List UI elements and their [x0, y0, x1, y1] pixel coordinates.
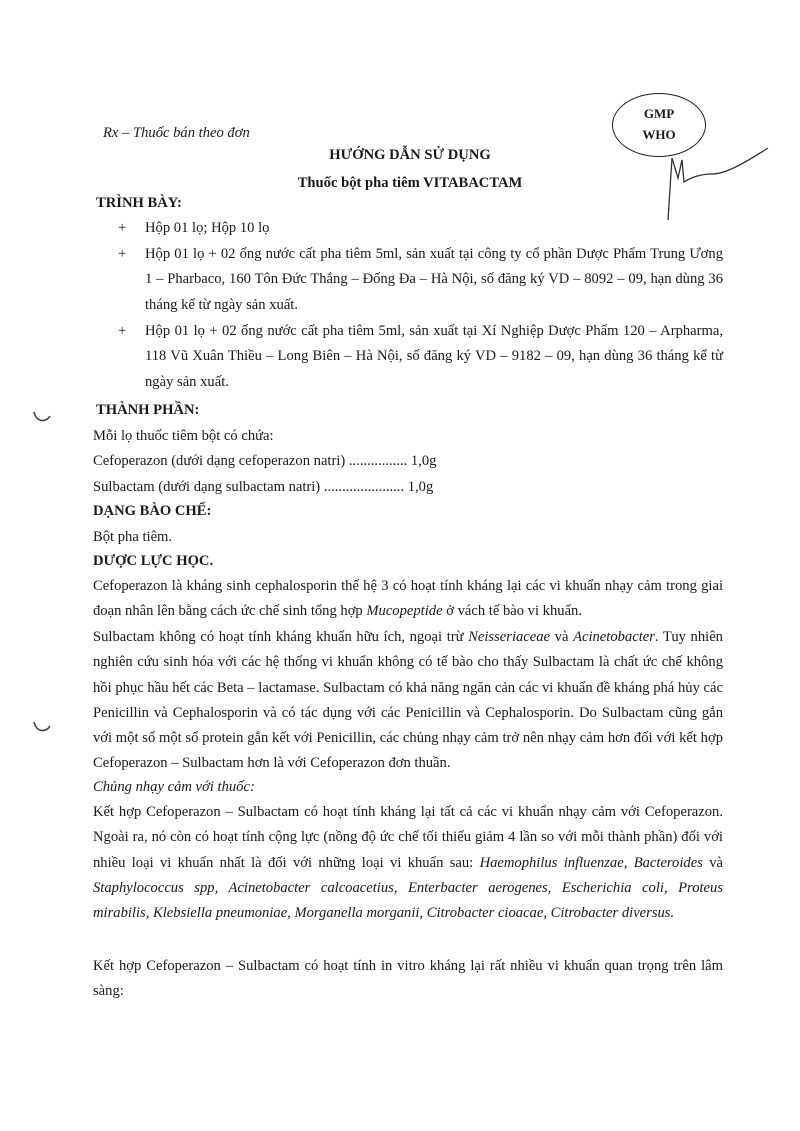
text-span: và	[702, 854, 723, 871]
italic-term: Neisseriaceae	[468, 629, 551, 645]
document-subtitle: Thuốc bột pha tiêm VITABACTAM	[297, 175, 523, 191]
italic-term: Mucopeptide	[366, 603, 443, 620]
text-span: Kết hợp Cefoperazon – Sulbactam có hoạt tính kháng lại tất cả các vi khuẩn nhạy cảm với Cefoperazon. Ngoài ra, nó còn có hoạt tính cộng lực (nồng độ ức chế tối thiểu giảm 4 lần so với mỗi thành phần) đối với nhiều loại vi khuẩn nhất là đối với những loại vi khuẩn sau:	[93, 804, 723, 871]
punch-hole-mark	[32, 408, 52, 426]
composition-row: Sulbactam (dưới dạng sulbactam natri) ...................... 1,0g	[93, 479, 434, 495]
text-span: . Tuy nhiên nghiên cứu sinh hóa với các hệ thống vi khuẩn không có tế bào cho thấy Sulbactam là chất ức chế không hồi phục hầu hết các Beta – lactamase. Sulbactam có khả năng ngăn cản các vi khuẩn đề kháng phá hủy các Penicillin và Cephalosporin và có tác dụng với các Penicillin và Cephalosporin. Do Sulbactam cũng gắn với một số một số protein gắn kết với Penicillin, các chủng nhạy cảm trở nên nhạy cảm hơn đối với kết hợp Cefoperazon – Sulbactam hơn là với Cefoperazon đơn thuần.	[93, 629, 723, 772]
stamp-line-gmp: GMP	[643, 106, 675, 121]
trinh-bay-item: Hộp 01 lọ + 02 ống nước cất pha tiêm 5ml, sản xuất tại Xí Nghiệp Dược Phẩm 120 – Arpharma, 118 Vũ Xuân Thiều – Long Biên – Hà Nội, số đăng ký VD – 9182 – 09, hạn dùng 36 tháng kể từ ngày sản xuất.	[145, 323, 723, 390]
dosage-form-text: Bột pha tiêm.	[93, 529, 173, 545]
bullet-mark: +	[118, 323, 127, 339]
composition-intro: Mỗi lọ thuốc tiêm bột có chứa:	[93, 428, 274, 444]
italic-term: Staphylococcus spp, Acinetobacter calcoacetius, Enterbacter aerogenes, Escherichia coli, Proteus mirabilis, Klebsiella pneumoniae, Morganella morganii, Citrobacter cioacae, Citrobacter diversus.	[93, 879, 723, 922]
trinh-bay-item: Hộp 01 lọ; Hộp 10 lọ	[145, 220, 270, 236]
pharmacology-paragraph: Kết hợp Cefoperazon – Sulbactam có hoạt tính in vitro kháng lại rất nhiều vi khuẩn quan trọng trên lâm sàng:	[93, 958, 723, 1000]
italic-term: Acinetobacter	[573, 629, 655, 645]
trinh-bay-item: Hộp 01 lọ + 02 ống nước cất pha tiêm 5ml, sản xuất tại công ty cổ phần Dược Phẩm Trung Ương 1 – Pharbaco, 160 Tôn Đức Thắng – Đống Đa – Hà Nội, số đăng ký VD – 8092 – 09, hạn dùng 36 tháng kể từ ngày sản xuất.	[145, 246, 723, 313]
text-span: Sulbactam không có hoạt tính kháng khuẩn hữu ích, ngoại trừ	[93, 629, 469, 645]
document-title: HƯỚNG DẪN SỬ DỤNG	[329, 147, 491, 163]
bullet-mark: +	[118, 220, 127, 236]
punch-hole-mark	[32, 718, 52, 736]
section-heading-thanh-phan: THÀNH PHẦN:	[96, 402, 200, 418]
pharmacology-paragraph	[93, 800, 723, 926]
composition-row: Cefoperazon (dưới dạng cefoperazon natri) ................ 1,0g	[93, 453, 437, 469]
section-heading-trinh-bay: TRÌNH BÀY:	[96, 195, 182, 211]
section-heading-dang-bao-che: DẠNG BÀO CHẾ:	[93, 503, 212, 519]
rx-label: Rx – Thuốc bán theo đơn	[103, 125, 250, 141]
pharmacology-paragraph	[93, 625, 723, 777]
stamp-line-who: WHO	[642, 127, 676, 142]
text-span: Cefoperazon là kháng sinh cephalosporin thế hệ 3 có hoạt tính kháng lại các vi khuẩn nhạy cảm trong giai đoạn nhân lên bằng cách ức chế sinh tổng hợp	[93, 578, 723, 620]
text-span: ở vách tế bào vi khuẩn.	[442, 603, 582, 620]
susceptible-strains-subheading: Chủng nhạy cảm với thuốc:	[93, 779, 255, 795]
bullet-mark: +	[118, 246, 127, 262]
text-span: và	[550, 629, 574, 645]
pharmacology-paragraph	[93, 574, 723, 625]
italic-term: Haemophilus influenzae, Bacteroides	[479, 854, 703, 871]
section-heading-duoc-luc-hoc: DƯỢC LỰC HỌC.	[93, 553, 214, 569]
